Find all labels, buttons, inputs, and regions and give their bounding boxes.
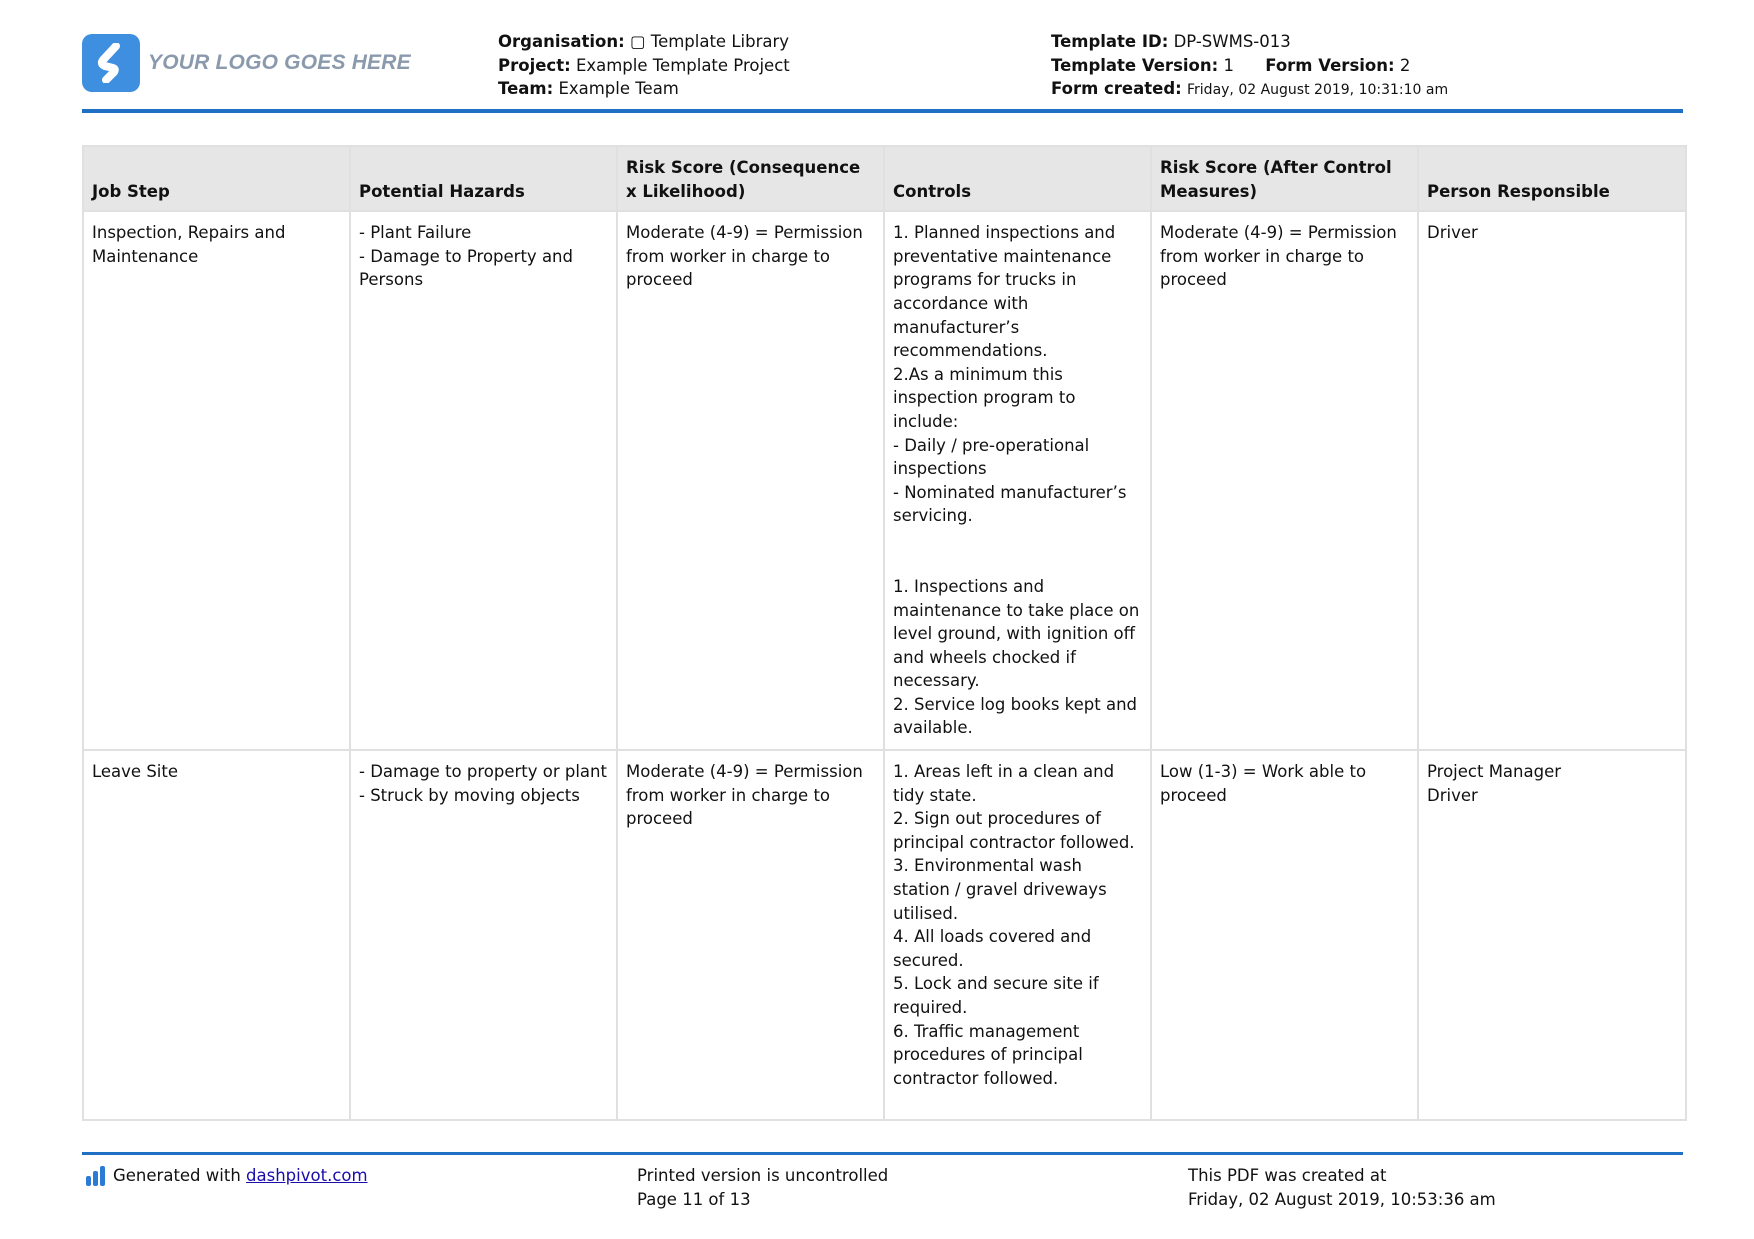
dashpivot-link[interactable]: dashpivot.com — [246, 1166, 368, 1185]
table-header-row — [83, 146, 1686, 211]
organisation-value: Template Library — [645, 32, 790, 51]
organisation-line — [498, 30, 790, 54]
control-item: - Nominated manufacturer’s servicing. — [893, 482, 1127, 526]
responsible-cell — [1418, 750, 1686, 1120]
form-created-line — [1051, 77, 1448, 103]
control-item: - Daily / pre-operational inspections — [893, 435, 1090, 479]
hazard-item: - Struck by moving objects — [359, 785, 580, 805]
risk-score-cell: Moderate (4-9) = Permission from worker in charge to proceed — [617, 750, 884, 1120]
control-item: 1. Areas left in a clean and tidy state. — [893, 762, 1115, 805]
footer-generated — [86, 1164, 368, 1188]
control-item: 1. Planned inspections and preventative maintenance programs for trucks in accordance with manufacturer’s recommendations. — [893, 223, 1116, 361]
job-step-cell: Leave Site — [83, 750, 350, 1120]
column-header-potential-hazards: Potential Hazards — [350, 146, 617, 211]
form-version-label: Form Version: — [1265, 55, 1395, 75]
project-value: Example Template Project — [575, 55, 790, 75]
hazards-cell — [350, 750, 617, 1120]
template-id-label: Template ID: — [1051, 32, 1169, 51]
building-icon: ▢ — [629, 32, 646, 51]
pdf-created-value: Friday, 02 August 2019, 10:53:36 am — [1188, 1190, 1496, 1209]
uncontrolled-notice: Printed version is uncontrolled — [637, 1166, 889, 1185]
template-id-line — [1051, 30, 1448, 54]
column-header-risk-score: Risk Score (Consequence x Likelihood) — [617, 146, 884, 211]
form-meta-left — [498, 30, 790, 101]
logo-mark-icon — [82, 34, 140, 92]
column-header-person-responsible: Person Responsible — [1418, 146, 1686, 211]
control-item: 1. Inspections and maintenance to take place on level ground, with ignition off and wheels chocked if necessary. — [893, 576, 1140, 691]
responsible-item: Project Manager — [1427, 762, 1562, 782]
logo-text: YOUR LOGO GOES HERE — [148, 51, 411, 74]
template-id-value: DP-SWMS-013 — [1173, 32, 1291, 51]
footer-print-info — [637, 1164, 888, 1212]
column-header-controls: Controls — [884, 146, 1151, 211]
organisation-label: Organisation: — [498, 32, 625, 51]
footer-divider — [82, 1152, 1683, 1155]
control-item: 2. Sign out procedures of principal contractor followed. — [893, 809, 1135, 852]
responsible-item: Driver — [1427, 223, 1478, 243]
version-line — [1051, 54, 1448, 78]
table-row — [83, 750, 1686, 1120]
template-version-label: Template Version: — [1051, 55, 1219, 75]
swms-table — [82, 145, 1687, 1121]
risk-score-cell: Moderate (4-9) = Permission from worker in charge to proceed — [617, 211, 884, 750]
control-item: 6. Traffic management procedures of principal contractor followed. — [893, 1021, 1083, 1088]
job-step-cell: Inspection, Repairs and Maintenance — [83, 211, 350, 750]
hazard-item: - Damage to Property and Persons — [359, 246, 573, 290]
hazard-item: - Plant Failure — [359, 223, 472, 243]
column-header-job-step: Job Step — [83, 146, 350, 211]
template-version-value: 1 — [1223, 55, 1234, 75]
control-item: 4. All loads covered and secured. — [893, 927, 1092, 970]
generated-prefix: Generated with — [113, 1166, 241, 1185]
risk-after-cell: Low (1-3) = Work able to proceed — [1151, 750, 1418, 1120]
form-created-label: Form created: — [1051, 79, 1182, 98]
pdf-created-label: This PDF was created at — [1188, 1166, 1387, 1185]
responsible-item: Driver — [1427, 785, 1478, 805]
team-label: Team: — [498, 79, 554, 98]
project-line — [498, 54, 790, 78]
hazard-item: - Damage to property or plant — [359, 762, 607, 782]
controls-gap — [893, 528, 1142, 575]
column-header-risk-after: Risk Score (After Control Measures) — [1151, 146, 1418, 211]
risk-after-cell: Moderate (4-9) = Permission from worker in charge to proceed — [1151, 211, 1418, 750]
company-logo — [82, 34, 411, 92]
header-divider — [82, 109, 1683, 113]
control-item: 3. Environmental wash station / gravel driveways utilised. — [893, 856, 1107, 923]
table-row — [83, 211, 1686, 750]
team-line — [498, 77, 790, 101]
swms-table-container — [82, 145, 1685, 1121]
dashpivot-logo-icon — [86, 1166, 105, 1186]
control-item: 2.As a minimum this inspection program to include: — [893, 364, 1076, 431]
document-header — [82, 28, 1683, 112]
responsible-cell — [1418, 211, 1686, 750]
footer-pdf-created — [1188, 1164, 1496, 1212]
form-version-value: 2 — [1399, 55, 1411, 75]
hazards-cell — [350, 211, 617, 750]
form-created-value: Friday, 02 August 2019, 10:31:10 am — [1187, 82, 1449, 98]
control-item: 5. Lock and secure site if required. — [893, 974, 1099, 1017]
page-number: Page 11 of 13 — [637, 1190, 751, 1209]
project-label: Project: — [498, 55, 571, 75]
form-meta-right — [1051, 30, 1448, 103]
team-value: Example Team — [558, 79, 679, 98]
controls-cell — [884, 750, 1151, 1120]
controls-cell — [884, 211, 1151, 750]
control-item: 2. Service log books kept and available. — [893, 694, 1138, 738]
